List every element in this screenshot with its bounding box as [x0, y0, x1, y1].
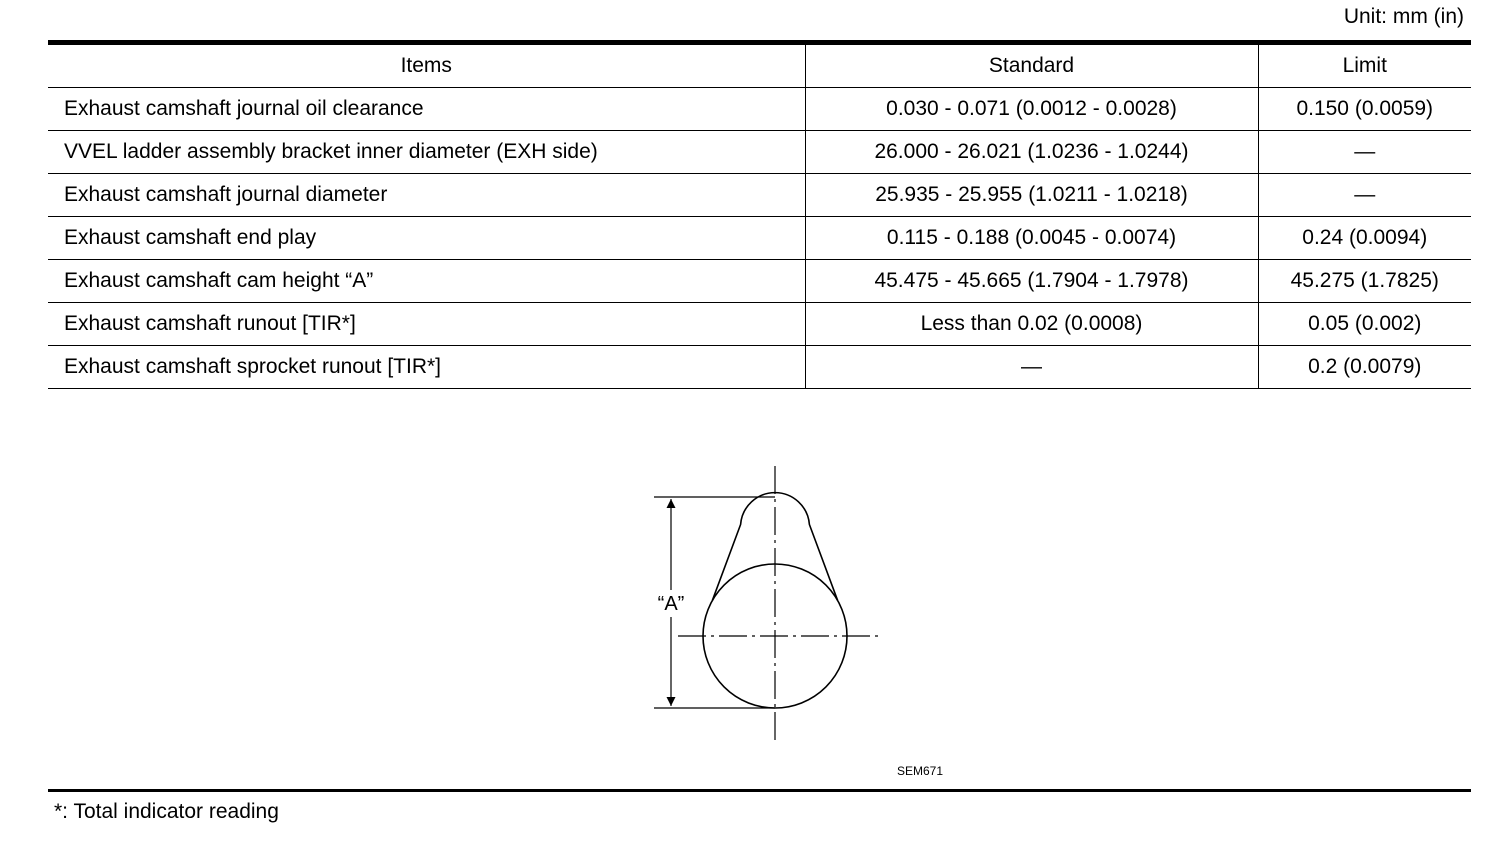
- row-limit: 0.24 (0.0094): [1258, 217, 1471, 260]
- row-item: Exhaust camshaft runout [TIR*]: [48, 303, 805, 346]
- row-standard: Less than 0.02 (0.0008): [805, 303, 1258, 346]
- row-item: Exhaust camshaft cam height “A”: [48, 260, 805, 303]
- cam-height-diagram: [640, 462, 890, 747]
- row-item: Exhaust camshaft journal oil clearance: [48, 88, 805, 131]
- table-row: [48, 346, 1471, 389]
- row-standard: 25.935 - 25.955 (1.0211 - 1.0218): [805, 174, 1258, 217]
- row-limit: 0.150 (0.0059): [1258, 88, 1471, 131]
- header-items: Items: [48, 43, 805, 88]
- footnote: *: Total indicator reading: [54, 800, 279, 823]
- unit-label: Unit: mm (in): [1343, 5, 1464, 28]
- table-row: [48, 174, 1471, 217]
- row-limit: —: [1258, 174, 1471, 217]
- divider-rule: [48, 789, 1471, 792]
- table-row: [48, 131, 1471, 174]
- row-item: Exhaust camshaft end play: [48, 217, 805, 260]
- row-standard: 0.030 - 0.071 (0.0012 - 0.0028): [805, 88, 1258, 131]
- row-limit: —: [1258, 131, 1471, 174]
- table-row: [48, 217, 1471, 260]
- dimension-label-a: “A”: [657, 593, 685, 615]
- row-standard: 26.000 - 26.021 (1.0236 - 1.0244): [805, 131, 1258, 174]
- table-row: [48, 260, 1471, 303]
- row-limit: 0.2 (0.0079): [1258, 346, 1471, 389]
- row-limit: 45.275 (1.7825): [1258, 260, 1471, 303]
- figure-code: SEM671: [897, 764, 944, 778]
- row-item: Exhaust camshaft journal diameter: [48, 174, 805, 217]
- row-standard: 0.115 - 0.188 (0.0045 - 0.0074): [805, 217, 1258, 260]
- header-standard: Standard: [805, 43, 1258, 88]
- row-standard: 45.475 - 45.665 (1.7904 - 1.7978): [805, 260, 1258, 303]
- row-standard: —: [805, 346, 1258, 389]
- row-item: VVEL ladder assembly bracket inner diameter (EXH side): [48, 131, 805, 174]
- table-header-row: [48, 43, 1471, 88]
- camshaft-spec-table: [48, 40, 1471, 389]
- row-limit: 0.05 (0.002): [1258, 303, 1471, 346]
- header-limit: Limit: [1258, 43, 1471, 88]
- table-row: [48, 88, 1471, 131]
- table-row: [48, 303, 1471, 346]
- row-item: Exhaust camshaft sprocket runout [TIR*]: [48, 346, 805, 389]
